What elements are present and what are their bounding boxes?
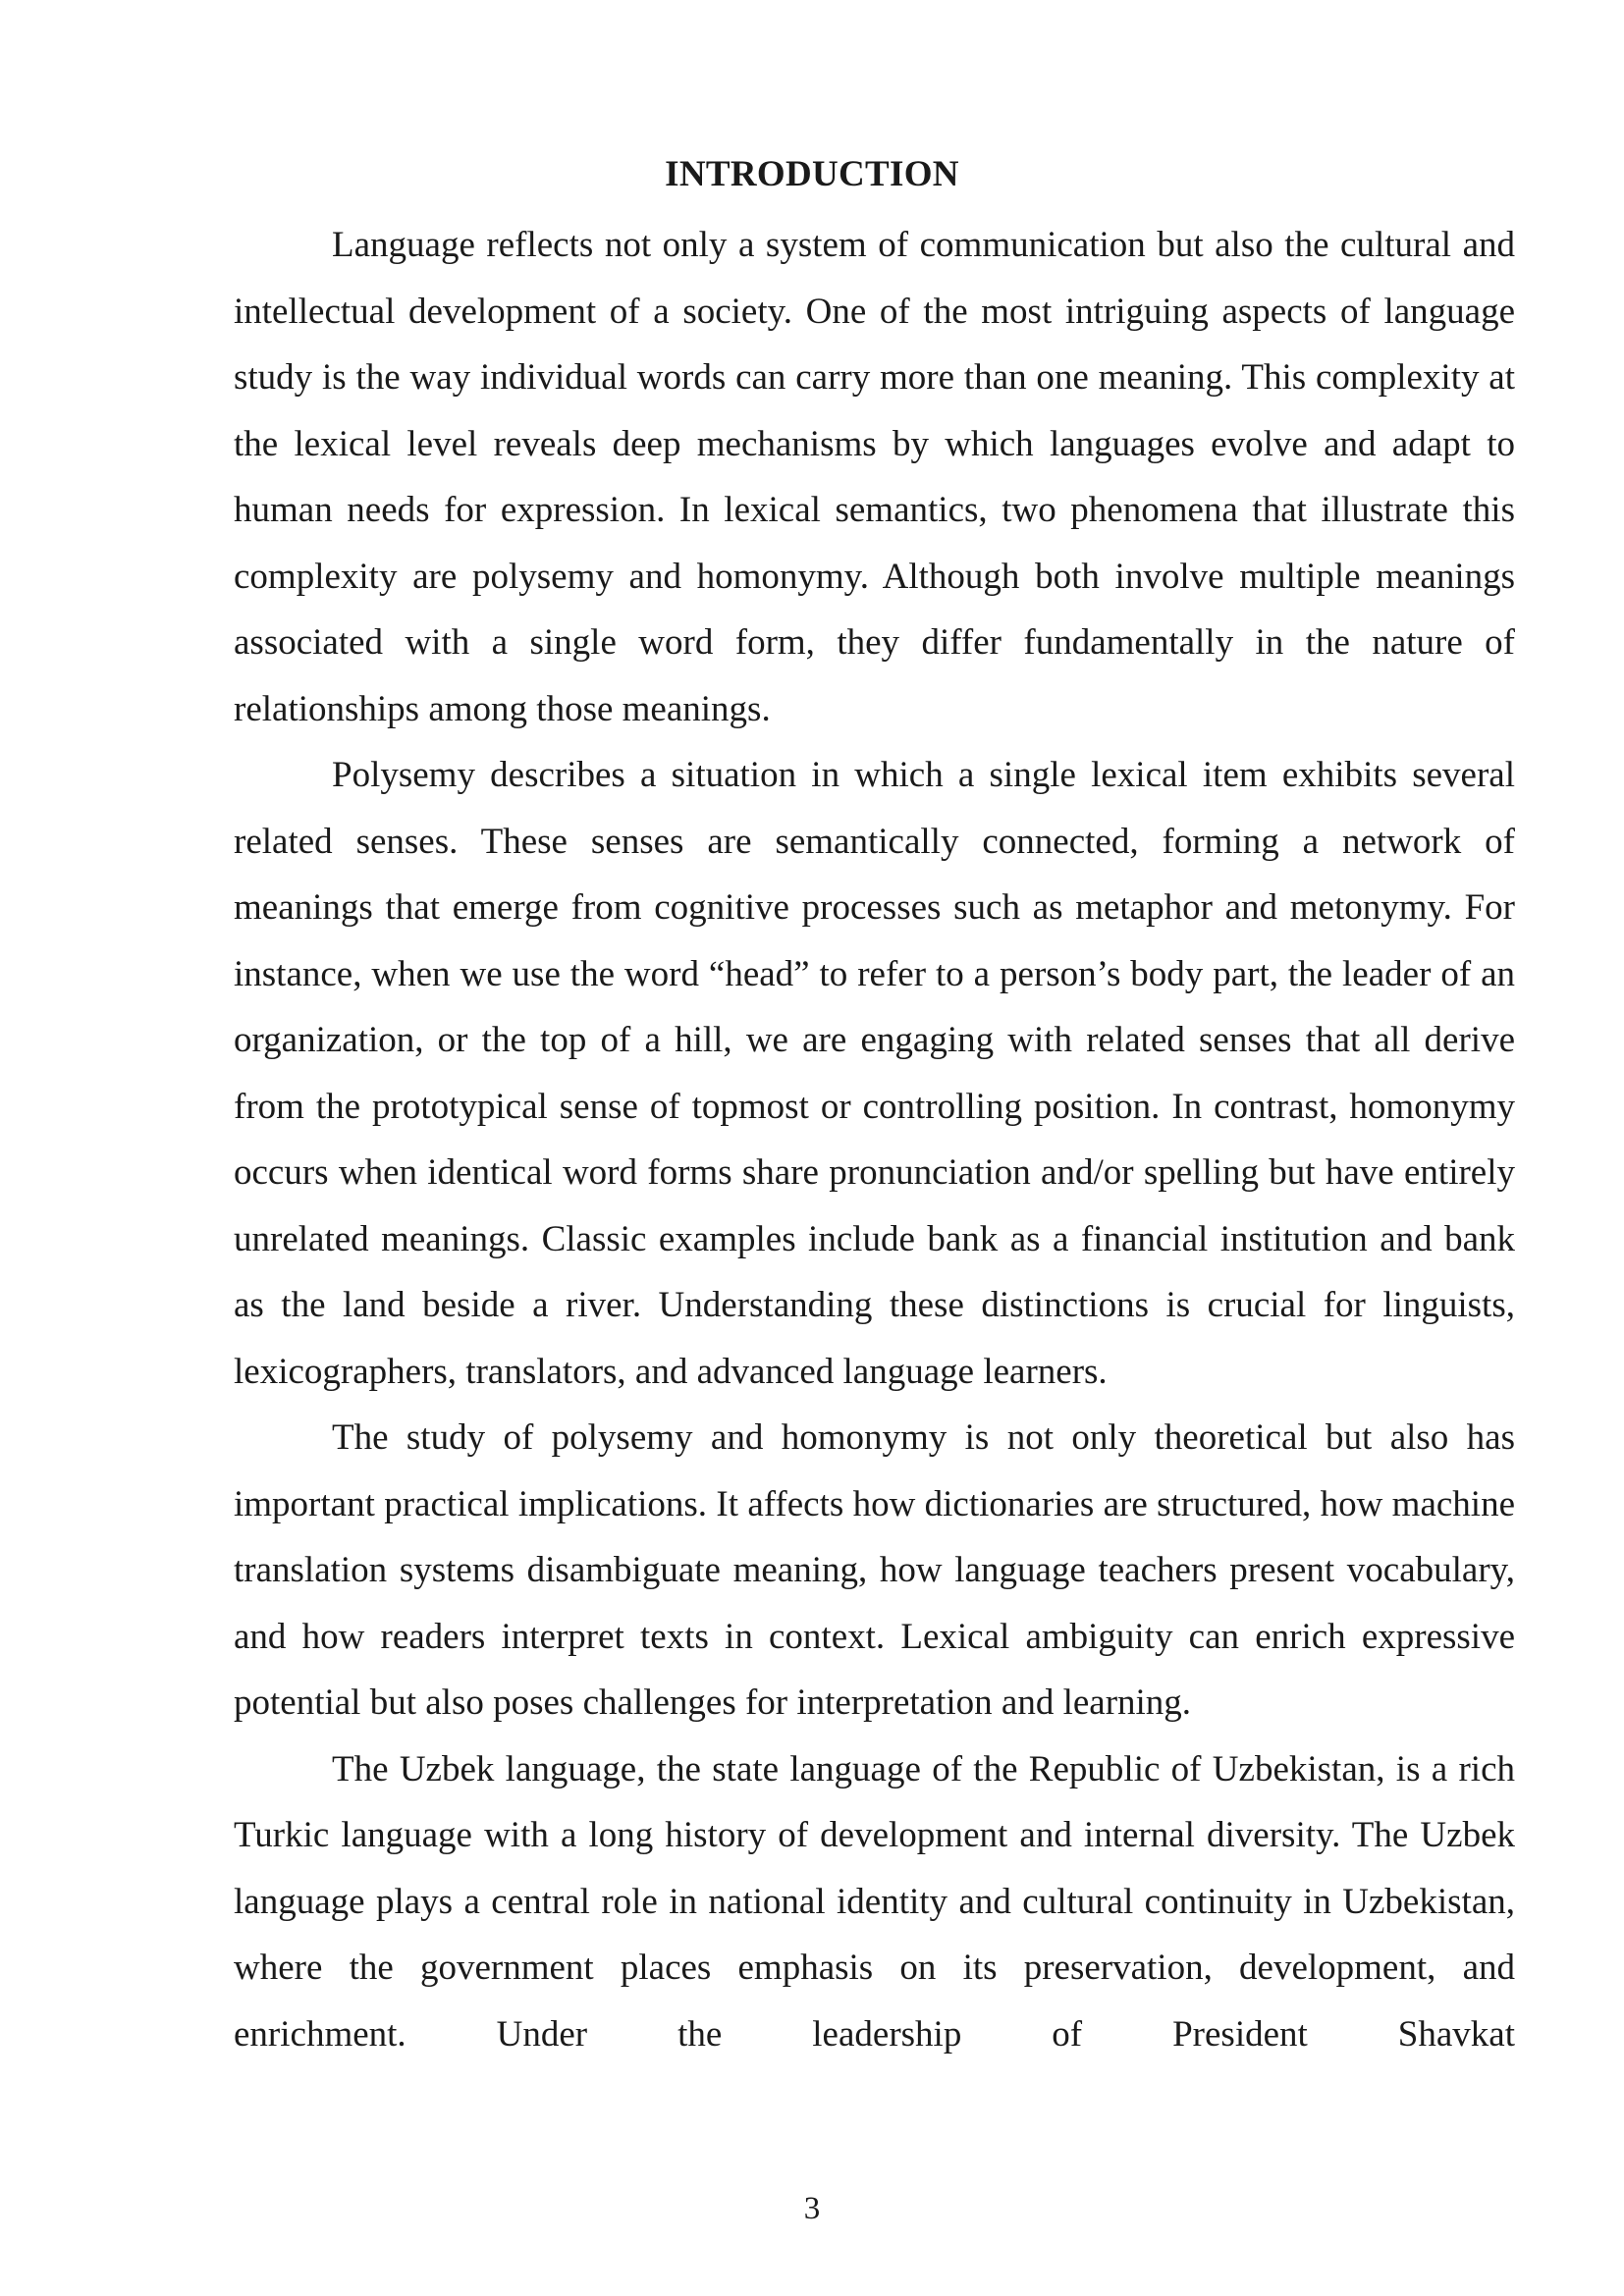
section-heading: INTRODUCTION [665,154,959,194]
paragraph-4: The Uzbek language, the state language of the Republic of Uzbekistan, is a rich Turkic language with a long history of development and internal diversity. The Uzbek language plays a central role in national identity and cultural continuity in Uzbekistan, where the government places emphasis on its preservation, development, and enrichment. Under the leadership of President Shavkat [234,1748,1515,2055]
paragraph-1: Language reflects not only a system of communication but also the cultural and intellectual development of a society. One of the most intriguing aspects of language study is the way individual words can carry more than one meaning. This complexity at the lexical level reveals deep mechanisms by which languages evolve and adapt to human needs for expression. In lexical semantics, two phenomena that illustrate this complexity are polysemy and homonymy. Although both involve multiple meanings associated with a single word form, they differ fundamentally in the nature of relationships among those meanings. [234,225,1515,729]
page-number: 3 [803,2191,821,2226]
paragraph-3: The study of polysemy and homonymy is not only theoretical but also has important practical implications. It affects how dictionaries are structured, how machine translation systems disambiguate meaning, how language teachers present vocabulary, and how readers interpret texts in context. Lexical ambiguity can enrich expressive potential but also poses challenges for interpretation and learning. [234,1417,1515,1723]
paragraph-2: Polysemy describes a situation in which a single lexical item exhibits several related senses. These senses are semantically connected, forming a network of meanings that emerge from cognitive processes such as metaphor and metonymy. For instance, when we use the word “head” to refer to a person’s body part, the leader of an organization, or the top of a hill, we are engaging with related senses that all derive from the prototypical sense of topmost or controlling position. In contrast, homonymy occurs when identical word forms share pronunciation and/or spelling but have entirely unrelated meanings. Classic examples include bank as a financial institution and bank as the land beside a river. Understanding these distinctions is crucial for linguists, lexicographers, translators, and advanced language learners. [234,755,1515,1392]
body-text [234,212,1515,2067]
